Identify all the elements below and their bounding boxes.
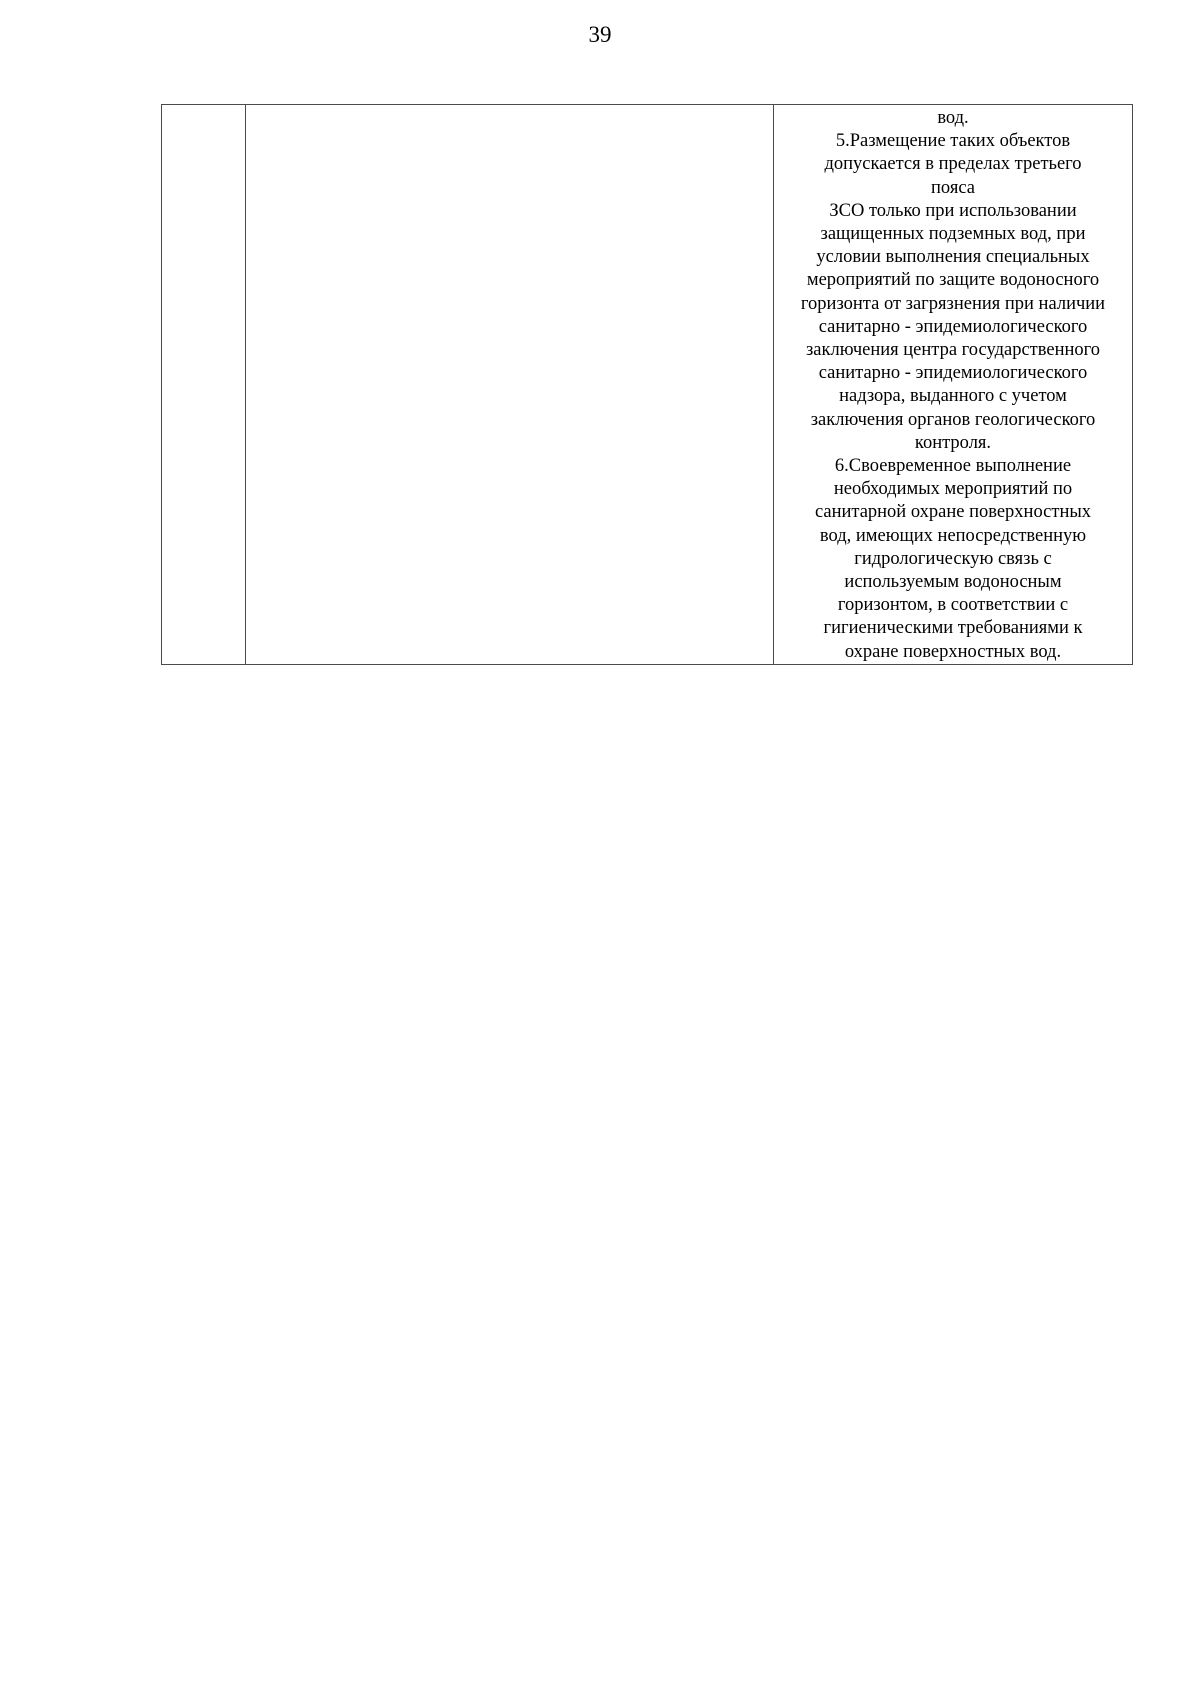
text-line: надзора, выданного с учетом [839,386,1067,407]
table-cell-object [246,105,774,665]
page-number: 39 [588,22,612,47]
text-line: горизонта от загрязнения при наличии [800,293,1106,314]
text-line: защищенных подземных вод, при [820,224,1086,245]
text-line: пояса [931,177,975,198]
text-line: допускается в пределах третьего [824,154,1082,175]
text-line: условии выполнения специальных [816,247,1090,268]
text-line: контроля. [914,432,992,453]
text-line: используемым водоносным [844,572,1062,593]
text-line: необходимых мероприятий по [833,479,1073,500]
text-line: мероприятий по защите водоносного [806,270,1100,291]
text-line: заключения центра государственного [805,340,1101,361]
requirements-text [774,105,1132,664]
text-line: горизонтом, в соответствии с [837,595,1069,616]
table-row [162,105,1133,665]
text-line: гидрологическую связь с [854,548,1052,569]
text-line: гигиеническими требованиями к [823,618,1083,639]
table-cell-requirements [774,105,1133,665]
text-line: заключения органов геологического [810,409,1096,430]
text-line: вод, имеющих непосредственную [819,525,1087,546]
table-cell-number [162,105,246,665]
document-table [161,104,1133,665]
text-line: охране поверхностных вод. [844,641,1062,662]
text-line: санитарно - эпидемиологического [818,363,1088,384]
text-line: санитарно - эпидемиологического [818,316,1088,337]
text-line: 5.Размещение таких объектов [835,131,1071,152]
text-line: санитарной охране поверхностных [814,502,1092,523]
text-line: вод. [937,108,969,128]
text-line: 6.Своевременное выполнение [834,456,1072,477]
text-line: ЗСО только при использовании [829,200,1077,221]
